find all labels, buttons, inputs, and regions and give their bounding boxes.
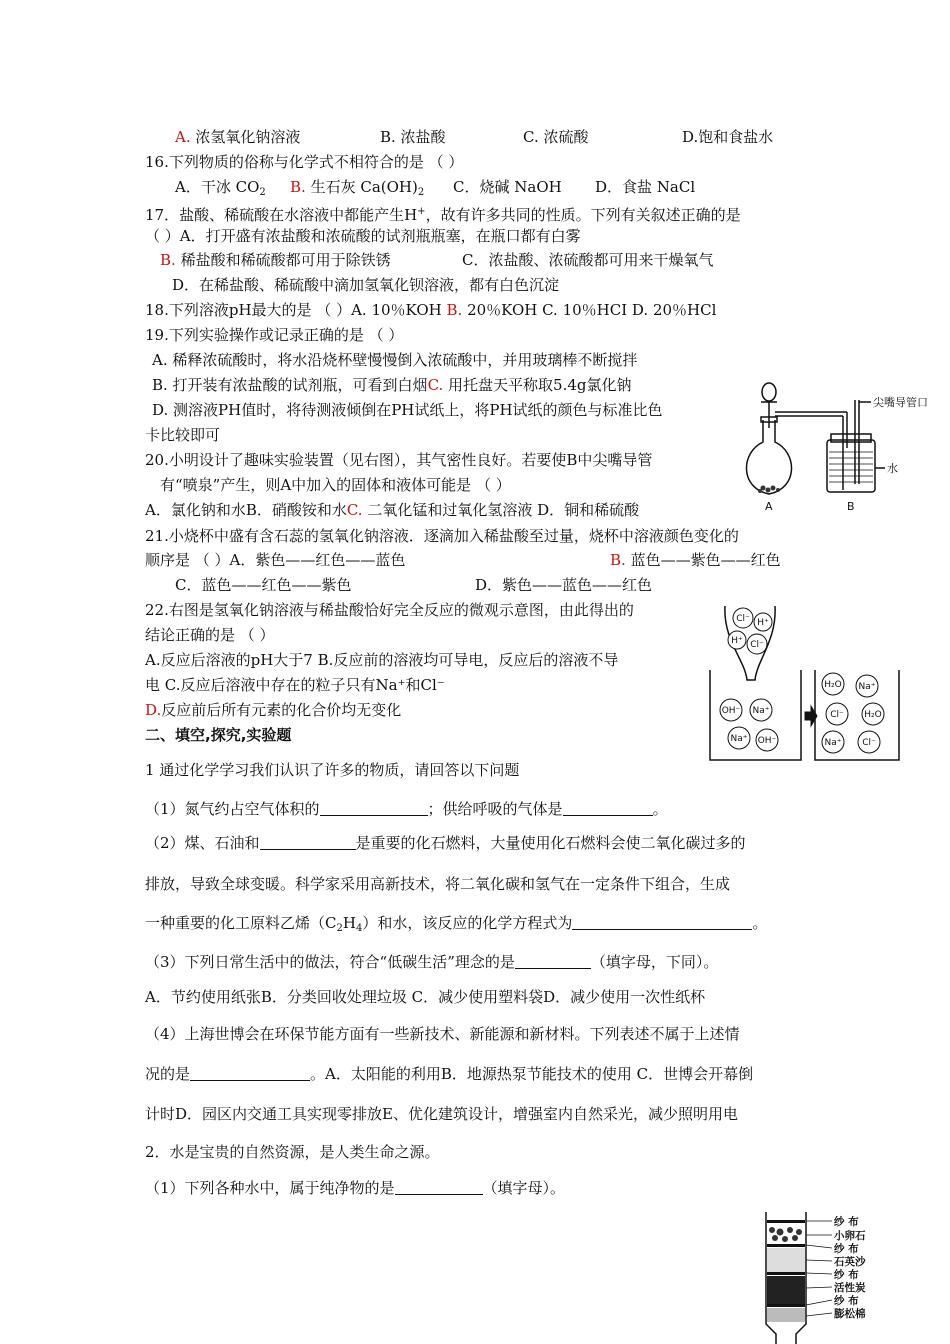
filter-label: 膨松棉 [834, 1308, 866, 1320]
filter-label: 活性炭 [834, 1282, 866, 1294]
q21-line2: 顺序是 （ ）A．紫色——红色——蓝色 B. 蓝色——紫色——红色 [145, 551, 781, 569]
p1-s3: （3）下列日常生活中的做法，符合“低碳生活”理念的是 （填字母，下同）。 [145, 953, 719, 971]
q21-line1: 21.小烧杯中盛有含石蕊的氢氧化钠溶液．逐滴加入稀盐酸至过量，烧杯中溶液颜色变化的 [145, 527, 739, 545]
q20-options: A．氯化钠和水B．硝酸铵和水C. 二氧化锰和过氧化氢溶液 D．铜和稀硫酸 [145, 501, 640, 519]
p1-s4-line1: （4）上海世博会在环保节能方面有一些新技术、新能源和新材料。下列表述不属于上述情 [145, 1025, 740, 1043]
q16-option-b: B. 生石灰 $Ca(OH)_2$ [290, 178, 425, 198]
p1-s4-line2: 况的是 。A．太阳能的利用B．地源热泵节能技术的使用 C．世博会开幕倒 [145, 1065, 754, 1083]
q19-option-d: D. 测溶液PH值时，将待测液倾倒在PH试纸上，将PH试纸的颜色与标准比色 [152, 401, 663, 419]
water-filter-figure [760, 1208, 900, 1344]
q17-stem: 17．盐酸、稀硫酸在水溶液中都能产生H+，故有许多共同的性质。下列有关叙述正确的是 [145, 206, 741, 224]
q21-options-cd: C．蓝色——红色——紫色 D．紫色——蓝色——红色 [175, 576, 653, 594]
q15-option-c: C. 浓硫酸 [523, 128, 589, 146]
molecule-h2o: H₂O [864, 710, 882, 720]
q19-option-a: A. 稀释浓硫酸时，将水沿烧杯壁慢慢倒入浓硫酸中，并用玻璃棒不断搅拌 [152, 351, 638, 369]
section2-title: 二、填空,探究,实验题 [145, 726, 292, 744]
p1-s1: （1）氮气约占空气体积的 ；供给呼吸的气体是 。 [145, 800, 668, 818]
ion-h: H⁺ [731, 636, 743, 646]
q19-stem: 19.下列实验操作或记录正确的是 （ ） [145, 326, 404, 344]
ion-cl: Cl⁻ [862, 738, 876, 748]
q19-option-d-cont: 卡比较即可 [145, 426, 221, 444]
q15-option-a: 浓氢氧化钠溶液 [195, 128, 301, 146]
ion-oh: OH⁻ [721, 706, 741, 716]
q17-option-d: D．在稀盐酸、稀硫酸中滴加氢氧化钡溶液，都有白色沉淀 [172, 276, 560, 294]
q16-option-c: C．烧碱 NaOH [453, 178, 562, 196]
blank-field[interactable] [260, 833, 356, 850]
q15-options [175, 127, 774, 147]
blank-field[interactable] [320, 799, 428, 816]
filter-label: 纱 布 [834, 1216, 859, 1228]
p1-s2: （2）煤、石油和 是重要的化石燃料，大量使用化石燃料会使二氧化碳过多的 [145, 834, 746, 852]
q16-stem: 16.下列物质的俗称与化学式不相符合的是 （ ） [145, 153, 464, 171]
q22-line3: A.反应后溶液的pH大于7 B.反应前的溶液均可导电，反应后的溶液不导 [145, 651, 619, 669]
ion-cl: Cl⁻ [736, 614, 750, 624]
q16-options [175, 177, 735, 203]
p1-intro: 1 通过化学学习我们认识了许多的物质，请回答以下问题 [145, 761, 520, 779]
blank-field[interactable] [515, 952, 591, 969]
blank-field[interactable] [190, 1064, 310, 1081]
q20-line2: 有“喷泉”产生，则A中加入的固体和液体可能是 （ ） [160, 476, 511, 494]
filter-label: 石英沙 [834, 1256, 866, 1268]
ion-na: Na⁺ [824, 738, 842, 748]
blank-field[interactable] [563, 799, 653, 816]
q22-option-d: D.反应前后所有元素的化合价均无变化 [145, 701, 402, 719]
fig20-label-a: A [765, 500, 773, 513]
blank-field[interactable] [572, 913, 752, 930]
p1-s2-line3: 一种重要的化工原料乙烯$(C_2H_4)$和水，该反应的化学方程式为 。 [145, 914, 768, 934]
fig20-label-b: B [847, 500, 855, 513]
q19-options-bc: B. 打开装有浓盐酸的试剂瓶，可看到白烟C. 用托盘天平称取5.4g氯化钠 [152, 376, 632, 394]
p2-s1: （1）下列各种水中，属于纯净物的是 （填字母）。 [145, 1179, 566, 1197]
molecule-h2o: H₂O [824, 680, 842, 690]
q15-option-a-letter: A. [175, 128, 191, 146]
blank-field[interactable] [395, 1178, 483, 1195]
q16-option-a: A．干冰 $CO_2$ [175, 178, 266, 198]
filter-label: 纱 布 [834, 1243, 859, 1255]
filter-label: 纱 布 [834, 1269, 859, 1281]
q22-line1: 22.右图是氢氧化钠溶液与稀盐酸恰好完全反应的微观示意图，由此得出的 [145, 601, 634, 619]
ion-na: Na⁺ [730, 734, 748, 744]
q17-options-bc: B. 稀盐酸和稀硫酸都可用于除铁锈 C．浓盐酸、浓硫酸都可用来干燥氧气 [160, 251, 714, 269]
q18: 18.下列溶液pH最大的是 （ ）A. 10％KOH B. 20％KOH C. 10％HCI D. 20％HCl [145, 301, 717, 319]
q15-option-b: B. 浓盐酸 [380, 128, 446, 146]
filter-label: 纱 布 [834, 1295, 859, 1307]
q15-option-d: D.饱和食盐水 [682, 128, 774, 146]
q22-line2: 结论正确的是 （ ） [145, 626, 275, 644]
q17-option-a: （ ）A．打开盛有浓盐酸和浓硫酸的试剂瓶瓶塞，在瓶口都有白雾 [145, 227, 581, 245]
filter-label: 小卵石 [834, 1230, 866, 1242]
q22-reaction-figure [705, 600, 905, 768]
ion-oh: OH⁻ [757, 736, 777, 746]
q20-line1: 20.小明设计了趣味实验装置（见右图），其气密性良好。若要使B中尖嘴导管 [145, 451, 653, 469]
ion-h: H⁺ [757, 618, 769, 628]
ion-na: Na⁺ [752, 706, 770, 716]
p2-intro: 2．水是宝贵的自然资源，是人类生命之源。 [145, 1143, 440, 1161]
ion-cl: Cl⁻ [750, 640, 764, 650]
ion-na: Na⁺ [858, 682, 876, 692]
fig20-label-tube: 尖嘴导管口 [873, 396, 928, 409]
p1-s3-options: A．节约使用纸张B．分类回收处理垃圾 C．减少使用塑料袋D．减少使用一次性纸杯 [145, 988, 706, 1006]
fig20-label-water: 水 [887, 462, 898, 475]
q20-apparatus-figure [735, 380, 935, 515]
q22-line4: 电 C.反应后溶液中存在的粒子只有Na⁺和Cl⁻ [145, 676, 445, 694]
p1-s4-line3: 计时D．园区内交通工具实现零排放E、优化建筑设计，增强室内自然采光，减少照明用电 [145, 1105, 738, 1123]
ion-cl: Cl⁻ [830, 710, 844, 720]
q16-option-d: D．食盐 NaCl [595, 178, 696, 196]
p1-s2-line2: 排放，导致全球变暖。科学家采用高新技术，将二氧化碳和氢气在一定条件下组合，生成 [145, 875, 731, 893]
